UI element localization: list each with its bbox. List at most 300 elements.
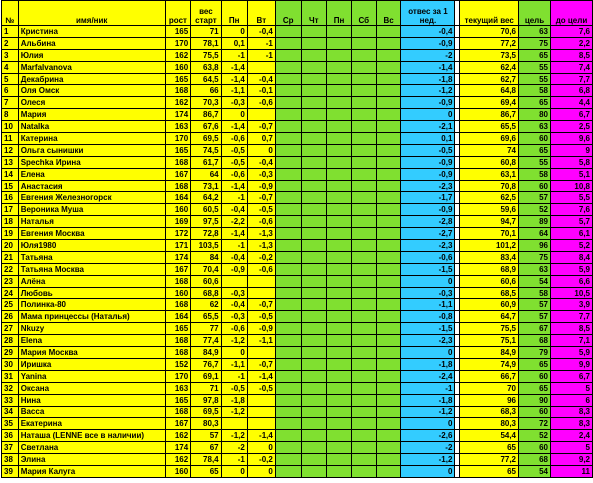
cell-wed[interactable] [275, 133, 301, 145]
cell-tue[interactable]: -0,1 [247, 85, 275, 97]
cell-tue[interactable]: -1,3 [247, 228, 275, 240]
cell-name[interactable]: Элина [18, 454, 165, 466]
cell-num[interactable]: 16 [2, 192, 19, 204]
cell-wed[interactable] [275, 454, 301, 466]
cell-goal[interactable]: 54 [519, 275, 551, 287]
cell-num[interactable]: 1 [2, 26, 19, 38]
cell-sun[interactable] [376, 156, 401, 168]
cell-thu[interactable] [301, 168, 327, 180]
cell-current-weight[interactable]: 60,9 [460, 299, 519, 311]
cell-num[interactable]: 26 [2, 311, 19, 323]
cell-thu[interactable] [301, 382, 327, 394]
cell-mon2[interactable] [327, 97, 352, 109]
cell-name[interactable]: Кристина [18, 26, 165, 38]
cell-thu[interactable] [301, 73, 327, 85]
cell-start-weight[interactable]: 65,5 [191, 311, 221, 323]
cell-mon2[interactable] [327, 287, 352, 299]
cell-mon2[interactable] [327, 228, 352, 240]
cell-tue[interactable] [247, 109, 275, 121]
cell-sat[interactable] [351, 465, 376, 477]
cell-start-weight[interactable]: 78,1 [191, 37, 221, 49]
cell-mon[interactable] [221, 418, 247, 430]
cell-sat[interactable] [351, 358, 376, 370]
cell-tue[interactable] [247, 394, 275, 406]
cell-start-weight[interactable]: 76,7 [191, 358, 221, 370]
cell-name[interactable]: Yanina [18, 370, 165, 382]
cell-start-weight[interactable]: 69,5 [191, 133, 221, 145]
cell-name[interactable]: Альбина [18, 37, 165, 49]
cell-to-goal[interactable]: 8,3 [550, 418, 592, 430]
cell-name[interactable]: Оксана [18, 382, 165, 394]
cell-mon2[interactable] [327, 275, 352, 287]
cell-mon2[interactable] [327, 394, 352, 406]
cell-tue[interactable]: 0 [247, 144, 275, 156]
cell-goal[interactable]: 67 [519, 323, 551, 335]
cell-name[interactable]: Олеся [18, 97, 165, 109]
cell-start-weight[interactable]: 64 [191, 168, 221, 180]
cell-start-weight[interactable]: 63,8 [191, 61, 221, 73]
cell-wed[interactable] [275, 418, 301, 430]
cell-to-goal[interactable]: 7,4 [550, 61, 592, 73]
cell-mon[interactable]: -1,4 [221, 228, 247, 240]
cell-num[interactable]: 10 [2, 121, 19, 133]
cell-tue[interactable]: -1,3 [247, 240, 275, 252]
cell-current-weight[interactable]: 62,5 [460, 192, 519, 204]
cell-week-loss[interactable]: -2,6 [401, 430, 455, 442]
cell-goal[interactable]: 75 [519, 37, 551, 49]
cell-mon2[interactable] [327, 406, 352, 418]
cell-mon[interactable]: 0 [221, 26, 247, 38]
cell-height[interactable]: 168 [165, 275, 191, 287]
cell-height[interactable]: 167 [165, 418, 191, 430]
cell-mon[interactable]: -0,9 [221, 263, 247, 275]
cell-start-weight[interactable]: 62 [191, 299, 221, 311]
cell-current-weight[interactable]: 77,2 [460, 454, 519, 466]
cell-wed[interactable] [275, 109, 301, 121]
cell-sat[interactable] [351, 335, 376, 347]
cell-current-weight[interactable]: 63,1 [460, 168, 519, 180]
cell-thu[interactable] [301, 406, 327, 418]
cell-tue[interactable]: -0,9 [247, 323, 275, 335]
cell-tue[interactable]: -0,2 [247, 454, 275, 466]
cell-tue[interactable]: -0,7 [247, 121, 275, 133]
cell-goal[interactable]: 90 [519, 394, 551, 406]
cell-current-weight[interactable]: 64,8 [460, 85, 519, 97]
cell-height[interactable]: 168 [165, 180, 191, 192]
cell-name[interactable]: Татьяна Москва [18, 263, 165, 275]
cell-mon2[interactable] [327, 311, 352, 323]
cell-sat[interactable] [351, 97, 376, 109]
cell-start-weight[interactable]: 57 [191, 430, 221, 442]
cell-week-loss[interactable]: -2,3 [401, 240, 455, 252]
cell-week-loss[interactable]: -1,2 [401, 454, 455, 466]
cell-height[interactable]: 162 [165, 49, 191, 61]
cell-mon2[interactable] [327, 299, 352, 311]
cell-start-weight[interactable]: 75,5 [191, 49, 221, 61]
cell-num[interactable]: 4 [2, 61, 19, 73]
cell-thu[interactable] [301, 299, 327, 311]
cell-tue[interactable]: -0,4 [247, 156, 275, 168]
cell-week-loss[interactable]: -1,5 [401, 263, 455, 275]
cell-name[interactable]: Катерина [18, 133, 165, 145]
cell-start-weight[interactable]: 84,9 [191, 347, 221, 359]
cell-sun[interactable] [376, 299, 401, 311]
cell-current-weight[interactable]: 74 [460, 144, 519, 156]
cell-mon[interactable]: -1,2 [221, 430, 247, 442]
cell-num[interactable]: 23 [2, 275, 19, 287]
cell-current-weight[interactable]: 66,7 [460, 370, 519, 382]
cell-sat[interactable] [351, 144, 376, 156]
cell-to-goal[interactable]: 6,7 [550, 109, 592, 121]
cell-height[interactable]: 165 [165, 323, 191, 335]
cell-goal[interactable]: 63 [519, 26, 551, 38]
cell-mon[interactable]: -1,2 [221, 335, 247, 347]
cell-current-weight[interactable]: 65 [460, 465, 519, 477]
cell-name[interactable]: Иришка [18, 358, 165, 370]
cell-tue[interactable] [247, 61, 275, 73]
cell-week-loss[interactable]: -2 [401, 49, 455, 61]
cell-sat[interactable] [351, 73, 376, 85]
cell-thu[interactable] [301, 430, 327, 442]
cell-name[interactable]: Наташа (LENNE все в наличии) [18, 430, 165, 442]
cell-mon2[interactable] [327, 323, 352, 335]
cell-name[interactable]: Светлана [18, 442, 165, 454]
cell-current-weight[interactable]: 64,7 [460, 311, 519, 323]
cell-num[interactable]: 31 [2, 370, 19, 382]
cell-name[interactable]: Васса [18, 406, 165, 418]
cell-wed[interactable] [275, 394, 301, 406]
cell-tue[interactable]: -1,4 [247, 370, 275, 382]
cell-num[interactable]: 19 [2, 228, 19, 240]
cell-num[interactable]: 30 [2, 358, 19, 370]
cell-goal[interactable]: 64 [519, 228, 551, 240]
cell-wed[interactable] [275, 240, 301, 252]
cell-thu[interactable] [301, 335, 327, 347]
cell-tue[interactable]: -0,4 [247, 73, 275, 85]
cell-to-goal[interactable]: 7,6 [550, 26, 592, 38]
cell-height[interactable]: 168 [165, 347, 191, 359]
cell-name[interactable]: Декабрина [18, 73, 165, 85]
cell-week-loss[interactable]: -0,9 [401, 204, 455, 216]
cell-mon[interactable]: -1,4 [221, 180, 247, 192]
cell-num[interactable]: 18 [2, 216, 19, 228]
cell-week-loss[interactable]: -2,1 [401, 121, 455, 133]
cell-wed[interactable] [275, 358, 301, 370]
cell-to-goal[interactable]: 9,2 [550, 454, 592, 466]
cell-to-goal[interactable]: 7,1 [550, 335, 592, 347]
cell-thu[interactable] [301, 156, 327, 168]
cell-week-loss[interactable]: 0 [401, 347, 455, 359]
cell-wed[interactable] [275, 311, 301, 323]
cell-height[interactable]: 165 [165, 394, 191, 406]
cell-mon[interactable]: -0,5 [221, 382, 247, 394]
cell-sat[interactable] [351, 109, 376, 121]
cell-sun[interactable] [376, 335, 401, 347]
cell-tue[interactable]: -0,6 [247, 97, 275, 109]
cell-wed[interactable] [275, 347, 301, 359]
cell-num[interactable]: 27 [2, 323, 19, 335]
cell-current-weight[interactable]: 62,4 [460, 61, 519, 73]
cell-current-weight[interactable]: 77,2 [460, 37, 519, 49]
cell-wed[interactable] [275, 430, 301, 442]
cell-week-loss[interactable]: 0 [401, 275, 455, 287]
cell-num[interactable]: 25 [2, 299, 19, 311]
cell-num[interactable]: 8 [2, 109, 19, 121]
cell-mon2[interactable] [327, 156, 352, 168]
cell-mon2[interactable] [327, 61, 352, 73]
cell-current-weight[interactable]: 101,2 [460, 240, 519, 252]
cell-mon2[interactable] [327, 26, 352, 38]
cell-goal[interactable]: 75 [519, 251, 551, 263]
cell-mon[interactable]: -0,4 [221, 251, 247, 263]
cell-num[interactable]: 36 [2, 430, 19, 442]
cell-sat[interactable] [351, 287, 376, 299]
cell-height[interactable]: 168 [165, 406, 191, 418]
cell-week-loss[interactable]: -1,5 [401, 323, 455, 335]
cell-height[interactable]: 165 [165, 26, 191, 38]
cell-sun[interactable] [376, 442, 401, 454]
cell-to-goal[interactable]: 5,2 [550, 240, 592, 252]
cell-to-goal[interactable]: 4,4 [550, 97, 592, 109]
cell-current-weight[interactable]: 96 [460, 394, 519, 406]
cell-goal[interactable]: 60 [519, 370, 551, 382]
cell-name[interactable]: Вероника Муша [18, 204, 165, 216]
cell-thu[interactable] [301, 358, 327, 370]
cell-num[interactable]: 22 [2, 263, 19, 275]
cell-to-goal[interactable]: 5,8 [550, 156, 592, 168]
cell-current-weight[interactable]: 62,7 [460, 73, 519, 85]
cell-mon[interactable]: -0,5 [221, 156, 247, 168]
cell-week-loss[interactable]: -1 [401, 382, 455, 394]
cell-mon[interactable]: -0,3 [221, 287, 247, 299]
cell-mon2[interactable] [327, 263, 352, 275]
cell-current-weight[interactable]: 69,6 [460, 133, 519, 145]
cell-sun[interactable] [376, 323, 401, 335]
cell-to-goal[interactable]: 9,6 [550, 133, 592, 145]
cell-current-weight[interactable]: 80,3 [460, 418, 519, 430]
cell-mon[interactable]: -1,4 [221, 73, 247, 85]
cell-height[interactable]: 162 [165, 97, 191, 109]
cell-tue[interactable] [247, 347, 275, 359]
cell-thu[interactable] [301, 204, 327, 216]
cell-goal[interactable]: 57 [519, 311, 551, 323]
cell-tue[interactable]: -0,3 [247, 168, 275, 180]
cell-sat[interactable] [351, 323, 376, 335]
cell-thu[interactable] [301, 323, 327, 335]
cell-wed[interactable] [275, 204, 301, 216]
cell-mon[interactable]: -0,3 [221, 97, 247, 109]
cell-thu[interactable] [301, 144, 327, 156]
cell-thu[interactable] [301, 370, 327, 382]
cell-sun[interactable] [376, 97, 401, 109]
cell-to-goal[interactable]: 6 [550, 394, 592, 406]
cell-to-goal[interactable]: 6,8 [550, 85, 592, 97]
cell-start-weight[interactable]: 103,5 [191, 240, 221, 252]
cell-sat[interactable] [351, 240, 376, 252]
cell-tue[interactable]: -0,7 [247, 299, 275, 311]
cell-tue[interactable]: -0,6 [247, 216, 275, 228]
cell-height[interactable]: 171 [165, 240, 191, 252]
cell-height[interactable]: 152 [165, 358, 191, 370]
cell-wed[interactable] [275, 263, 301, 275]
cell-current-weight[interactable]: 73,5 [460, 49, 519, 61]
cell-mon2[interactable] [327, 168, 352, 180]
cell-num[interactable]: 38 [2, 454, 19, 466]
cell-week-loss[interactable]: -1,4 [401, 61, 455, 73]
cell-tue[interactable] [247, 275, 275, 287]
cell-height[interactable]: 160 [165, 465, 191, 477]
cell-start-weight[interactable]: 66 [191, 85, 221, 97]
cell-height[interactable]: 174 [165, 251, 191, 263]
cell-start-weight[interactable]: 71 [191, 382, 221, 394]
cell-week-loss[interactable]: -0,9 [401, 97, 455, 109]
cell-mon[interactable]: -2,2 [221, 216, 247, 228]
cell-to-goal[interactable]: 9 [550, 144, 592, 156]
cell-mon2[interactable] [327, 418, 352, 430]
cell-thu[interactable] [301, 454, 327, 466]
cell-mon[interactable]: -1,2 [221, 406, 247, 418]
cell-height[interactable]: 164 [165, 192, 191, 204]
cell-week-loss[interactable]: -1,7 [401, 192, 455, 204]
cell-thu[interactable] [301, 251, 327, 263]
cell-current-weight[interactable]: 59,6 [460, 204, 519, 216]
cell-mon[interactable]: 0 [221, 465, 247, 477]
cell-wed[interactable] [275, 61, 301, 73]
cell-tue[interactable]: -1 [247, 49, 275, 61]
cell-to-goal[interactable]: 11 [550, 465, 592, 477]
cell-to-goal[interactable]: 5 [550, 382, 592, 394]
cell-sat[interactable] [351, 430, 376, 442]
cell-to-goal[interactable]: 2,2 [550, 37, 592, 49]
cell-height[interactable]: 170 [165, 370, 191, 382]
cell-height[interactable]: 167 [165, 168, 191, 180]
cell-goal[interactable]: 60 [519, 180, 551, 192]
cell-mon[interactable]: -1,1 [221, 358, 247, 370]
cell-name[interactable]: Nkuzy [18, 323, 165, 335]
cell-mon2[interactable] [327, 133, 352, 145]
cell-num[interactable]: 2 [2, 37, 19, 49]
cell-mon2[interactable] [327, 216, 352, 228]
cell-mon[interactable]: -0,4 [221, 299, 247, 311]
cell-to-goal[interactable]: 10,8 [550, 180, 592, 192]
cell-mon[interactable]: 0 [221, 347, 247, 359]
cell-sun[interactable] [376, 49, 401, 61]
cell-goal[interactable]: 52 [519, 204, 551, 216]
cell-wed[interactable] [275, 287, 301, 299]
cell-mon[interactable]: -0,6 [221, 168, 247, 180]
cell-thu[interactable] [301, 97, 327, 109]
cell-num[interactable]: 20 [2, 240, 19, 252]
cell-week-loss[interactable]: -1,1 [401, 299, 455, 311]
cell-wed[interactable] [275, 442, 301, 454]
cell-wed[interactable] [275, 97, 301, 109]
cell-sun[interactable] [376, 311, 401, 323]
cell-goal[interactable]: 60 [519, 133, 551, 145]
cell-week-loss[interactable]: 0,1 [401, 133, 455, 145]
cell-sat[interactable] [351, 251, 376, 263]
cell-week-loss[interactable]: -1,2 [401, 406, 455, 418]
cell-sat[interactable] [351, 216, 376, 228]
cell-name[interactable]: Юля1980 [18, 240, 165, 252]
cell-current-weight[interactable]: 83,4 [460, 251, 519, 263]
cell-height[interactable]: 164 [165, 311, 191, 323]
cell-wed[interactable] [275, 49, 301, 61]
cell-goal[interactable]: 72 [519, 418, 551, 430]
cell-to-goal[interactable]: 3,9 [550, 299, 592, 311]
cell-start-weight[interactable]: 71 [191, 26, 221, 38]
cell-height[interactable]: 168 [165, 85, 191, 97]
cell-height[interactable]: 168 [165, 299, 191, 311]
cell-week-loss[interactable]: -1,2 [401, 85, 455, 97]
cell-thu[interactable] [301, 216, 327, 228]
cell-to-goal[interactable]: 6,6 [550, 275, 592, 287]
cell-mon2[interactable] [327, 240, 352, 252]
cell-week-loss[interactable]: -0,6 [401, 251, 455, 263]
cell-current-weight[interactable]: 75,5 [460, 323, 519, 335]
cell-week-loss[interactable]: -2,3 [401, 335, 455, 347]
cell-goal[interactable]: 80 [519, 109, 551, 121]
cell-num[interactable]: 29 [2, 347, 19, 359]
cell-wed[interactable] [275, 228, 301, 240]
cell-mon[interactable]: -1,4 [221, 121, 247, 133]
cell-goal[interactable]: 55 [519, 73, 551, 85]
cell-sun[interactable] [376, 418, 401, 430]
cell-name[interactable]: Мария Москва [18, 347, 165, 359]
cell-num[interactable]: 39 [2, 465, 19, 477]
cell-to-goal[interactable]: 5,7 [550, 216, 592, 228]
cell-sat[interactable] [351, 121, 376, 133]
cell-sat[interactable] [351, 442, 376, 454]
cell-sun[interactable] [376, 263, 401, 275]
cell-sun[interactable] [376, 121, 401, 133]
cell-sat[interactable] [351, 192, 376, 204]
cell-to-goal[interactable]: 8,3 [550, 406, 592, 418]
cell-height[interactable]: 160 [165, 61, 191, 73]
cell-to-goal[interactable]: 7,6 [550, 204, 592, 216]
cell-goal[interactable]: 58 [519, 85, 551, 97]
cell-tue[interactable]: 0 [247, 442, 275, 454]
cell-current-weight[interactable]: 70,6 [460, 26, 519, 38]
cell-num[interactable]: 34 [2, 406, 19, 418]
cell-current-weight[interactable]: 65,5 [460, 121, 519, 133]
cell-sat[interactable] [351, 311, 376, 323]
cell-mon[interactable]: -1,4 [221, 61, 247, 73]
cell-wed[interactable] [275, 37, 301, 49]
cell-start-weight[interactable]: 67,6 [191, 121, 221, 133]
cell-current-weight[interactable]: 84,9 [460, 347, 519, 359]
cell-height[interactable]: 162 [165, 430, 191, 442]
cell-goal[interactable]: 65 [519, 49, 551, 61]
cell-name[interactable]: Елена [18, 168, 165, 180]
cell-wed[interactable] [275, 121, 301, 133]
cell-num[interactable]: 15 [2, 180, 19, 192]
cell-wed[interactable] [275, 335, 301, 347]
cell-sat[interactable] [351, 418, 376, 430]
cell-week-loss[interactable]: -2,7 [401, 228, 455, 240]
cell-num[interactable]: 5 [2, 73, 19, 85]
cell-week-loss[interactable]: -2 [401, 442, 455, 454]
cell-start-weight[interactable]: 77,4 [191, 335, 221, 347]
cell-tue[interactable]: 0,7 [247, 133, 275, 145]
cell-sun[interactable] [376, 465, 401, 477]
cell-start-weight[interactable]: 68,8 [191, 287, 221, 299]
cell-to-goal[interactable]: 5,9 [550, 347, 592, 359]
cell-tue[interactable]: -0,7 [247, 192, 275, 204]
cell-mon2[interactable] [327, 73, 352, 85]
cell-num[interactable]: 3 [2, 49, 19, 61]
cell-thu[interactable] [301, 109, 327, 121]
cell-sat[interactable] [351, 26, 376, 38]
